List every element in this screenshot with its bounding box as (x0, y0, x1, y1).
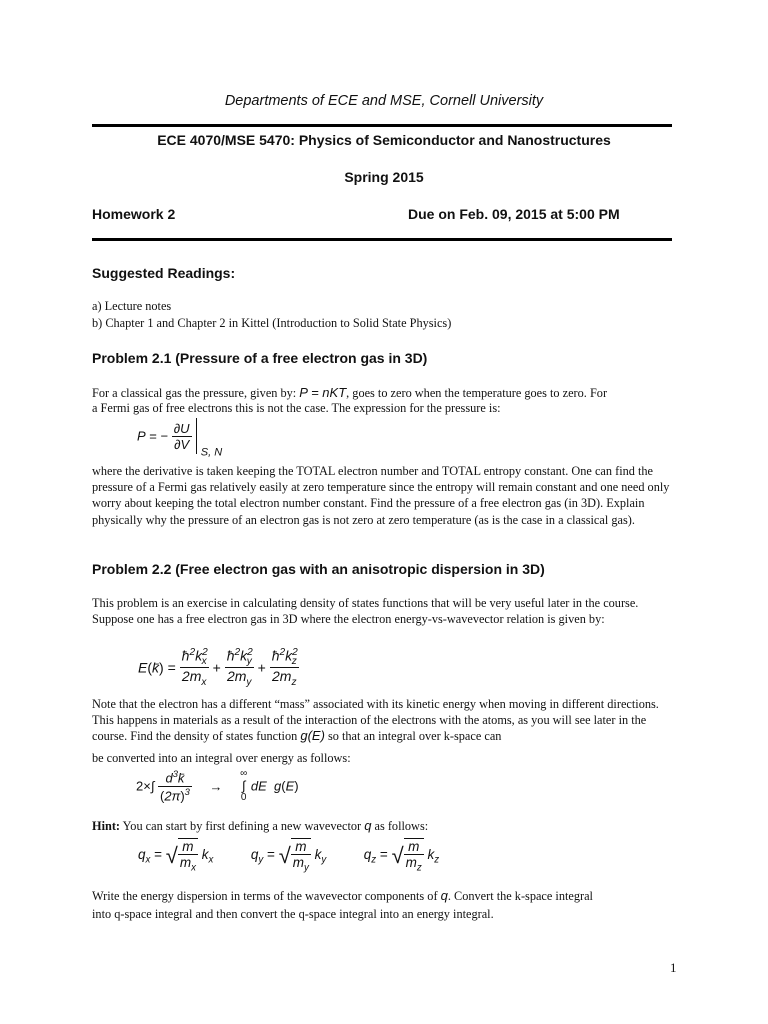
dispersion-equation: E(k̄) = $\frac{ħ^2k^2_x}{2m_x}$ + $\frac{ħ^2k^2_y}{2m_y}$ + $\frac{ħ^2k^2_z}{2m_z}$ (138, 647, 298, 689)
problem-1-intro (92, 385, 607, 401)
q-vector: q (440, 888, 448, 903)
problem-2-heading: Problem 2.2 (Free electron gas with an anisotropic dispersion in 3D) (92, 561, 545, 577)
hint-line (92, 818, 428, 834)
final-instruction-line2: into q-space integral and then convert the q-space integral into an energy integral. (92, 907, 494, 921)
term: Spring 2015 (344, 169, 424, 185)
readings-heading: Suggested Readings: (92, 265, 236, 281)
problem-1-body: where the derivative is taken keeping the TOTAL electron number and TOTAL entropy constant. One can find the pressure of a Fermi gas relatively easily at zero temperature since the entropy will remain constant and one need only worry about keeping the total electron number constant. Find the pressure of a free electron gas (in 3D). Explain physically why the pressure of an electron gas is not zero at zero temperature (as is the case in a classical gas). (92, 464, 670, 527)
page-number: 1 (670, 960, 677, 975)
due-date: Due on Feb. 09, 2015 at 5:00 PM (408, 206, 620, 222)
reading-item: b) Chapter 1 and Chapter 2 in Kittel (Introduction to Solid State Physics) (92, 316, 452, 330)
department-line: Departments of ECE and MSE, Cornell University (224, 93, 544, 109)
dos-function: g(E) (300, 728, 325, 744)
integral-conversion-equation: 2×∫ $\frac{d^3k̄}{(2\pi)^3}$ → ∞ ∫ 0 dE g(E) (136, 768, 299, 803)
hint-text: You can start by first defining a new wavevector (122, 819, 362, 833)
final-instruction (92, 888, 593, 904)
pressure-equation: P = − $\frac{\partial U}{\partial V}$ $_{S, N}$ (137, 418, 222, 458)
hint-label: Hint: (92, 819, 121, 833)
course-title: ECE 4070/MSE 5470: Physics of Semiconductor and Nanostructures (157, 132, 611, 148)
problem-1-intro-line2: a Fermi gas of free electrons this is not the case. The expression for the pressure is: (92, 401, 501, 415)
problem-2-note-line2: be converted into an integral over energy as follows: (92, 751, 351, 765)
ideal-gas-equation: P = nKT (299, 385, 347, 400)
problem-2-intro: This problem is an exercise in calculating density of states functions that will be very useful later in the course. Suppose one has a free electron gas in 3D where the electron energy-vs-wavevector relation is given by: (92, 596, 639, 627)
intro-text: , goes to zero when the temperature goes to zero. For (346, 386, 608, 400)
note-text: Note that the electron has a different “mass” associated with its kinetic energy when moving in different directions. This happens in materials as a result of the interaction of the electrons with the atoms, as you will see later in the course. Find the density of states function (92, 697, 659, 744)
homework-label: Homework 2 (92, 206, 176, 222)
q-vector: q (364, 818, 372, 833)
problem-2-note (92, 696, 682, 745)
hint-text: as follows: (374, 819, 429, 833)
final-text: Write the energy dispersion in terms of the wavevector components of (92, 889, 438, 903)
q-definitions: $q_x$ = √ $\frac{m}{m_x}$ $k_x$ $q_y$ = √ $\frac{m}{m_y}$ $k_y$ $q_z$ = √ $\frac{m}{m_z}$ $k_z$ (138, 839, 440, 874)
reading-item: a) Lecture notes (92, 299, 172, 313)
top-rule (92, 124, 672, 127)
intro-text: For a classical gas the pressure, given by: (92, 386, 297, 400)
bottom-rule (92, 238, 672, 241)
note-text: so that an integral over k-space can (327, 729, 502, 744)
problem-1-heading: Problem 2.1 (Pressure of a free electron gas in 3D) (92, 350, 428, 366)
final-text: . Convert the k-space integral (447, 889, 593, 903)
